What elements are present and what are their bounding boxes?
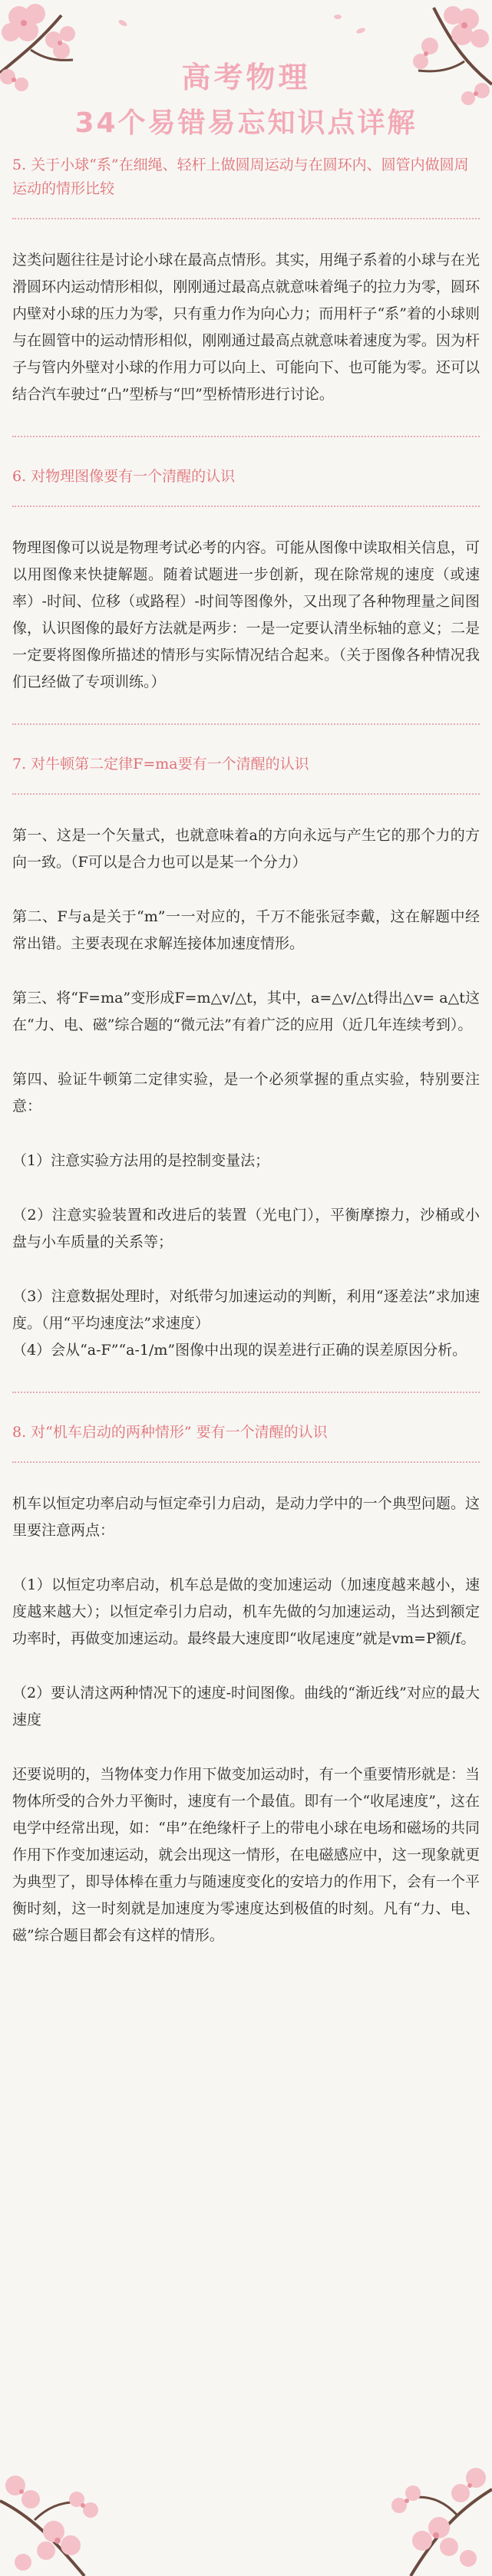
- section-8-paragraph-2: （1）以恒定功率启动，机车总是做的变加速运动（加速度越来越小，速度越来越大）；以恒定牵引力启动，机车先做的匀加速运动，当达到额定功率时，再做变加速运动。最终最大速度即“收尾速度”就是vm=P额/f。: [12, 1576, 480, 1647]
- section-8-heading: 8. 对“机车启动的两种情形” 要有一个清醒的认识: [12, 1424, 328, 1441]
- section-8-paragraph-4: 还要说明的，当物体变力作用下做变加运动时，有一个重要情形就是：当物体所受的合外力平衡时，速度有一个最值。即有一个“收尾速度”，这在电学中经常出现，如：“串”在绝缘杆子上的带电小球在电场和磁场的共同作用下作变加速运动，就会出现这一情形，在电磁感应中，这一现象就更为典型了，即导体棒在重力与随速度变化的安培力的作用下，会有一个平衡时刻，这一时刻就是加速度为零速度达到极值的时刻。凡有“力、电、磁”综合题目都会有这样的情形。: [12, 1766, 480, 1944]
- section-7-item-1: （1）注意实验方法用的是控制变量法；: [12, 1152, 270, 1169]
- article-body: [12, 153, 480, 1949]
- section-7-point-1: 第一、这是一个矢量式，也就意味着a的方向永远与产生它的那个力的方向一致。（F可以是合力也可以是某一个分力）: [12, 827, 480, 871]
- section-8-paragraph-1: 机车以恒定功率启动与恒定牵引力启动，是动力学中的一个典型问题。这里要注意两点：: [12, 1495, 480, 1539]
- section-6-heading: 6. 对物理图像要有一个清醒的认识: [12, 468, 236, 485]
- section-5-paragraph: 这类问题往往是讨论小球在最高点情形。其实，用绳子系着的小球与在光滑圆环内运动情形相似，刚刚通过最高点就意味着绳子的拉力为零，圆环内壁对小球的压力为零，只有重力作为向心力；而用杆子“系”着的小球则与在圆管中的运动情形相似，刚刚通过最高点就意味着速度为零。因为杆子与管内外壁对小球的作用力可以向上、可能向下、也可能为零。还可以结合汽车驶过“凸”型桥与“凹”型桥情形进行讨论。: [12, 252, 480, 403]
- page-subtitle: 34个易错易忘知识点详解: [74, 107, 418, 139]
- section-7-item-3: （3）注意数据处理时，对纸带匀加速运动的判断，利用“逐差法”求加速度。（用“平均速度法”求速度）: [12, 1288, 480, 1332]
- falling-petals-decoration: [107, 8, 384, 54]
- section-6-paragraph: 物理图像可以说是物理考试必考的内容。可能从图像中读取相关信息，可以用图像来快捷解题。随着试题进一步创新，现在除常规的速度（或速率）-时间、位移（或路程）-时间等图像外，又出现了各种物理量之间图像，认识图像的最好方法就是两步：一是一定要认清坐标轴的意义；二是一定要将图像所描述的情形与实际情况结合起来。（关于图像各种情况我们已经做了专项训练。）: [12, 539, 480, 690]
- cherry-blossom-decoration-bottom-left: [0, 2455, 115, 2576]
- section-5-heading: 5. 关于小球“系”在细绳、轻杆上做圆周运动与在圆环内、圆管内做圆周运动的情形比较: [12, 156, 469, 197]
- page-title: 高考物理: [181, 61, 311, 94]
- section-8-paragraph-3: （2）要认清这两种情况下的速度-时间图像。曲线的“渐近线”对应的最大速度: [12, 1685, 480, 1728]
- section-7-point-3: 第三、将“F=ma”变形成F=m△v/△t，其中，a=△v/△t得出△v= a△t这在“力、电、磁”综合题的“微元法”有着广泛的应用（近几年连续考到）。: [12, 990, 480, 1033]
- section-7-point-2: 第二、F与a是关于“m”一一对应的，千万不能张冠李戴，这在解题中经常出错。主要表现在求解连接体加速度情形。: [12, 908, 480, 952]
- section-7-item-2: （2）注意实验装置和改进后的装置（光电门），平衡摩擦力，沙桶或小盘与小车质量的关系等；: [12, 1207, 480, 1250]
- section-7-heading: 7. 对牛顿第二定律F=ma要有一个清醒的认识: [12, 756, 309, 772]
- section-7-item-4: （4）会从“a-F”“a-1/m”图像中出现的误差进行正确的误差原因分析。: [12, 1342, 467, 1359]
- cherry-blossom-decoration-bottom-right: [376, 2447, 492, 2576]
- section-7-point-4: 第四、验证牛顿第二定律实验，是一个必须掌握的重点实验，特别要注意：: [12, 1071, 480, 1115]
